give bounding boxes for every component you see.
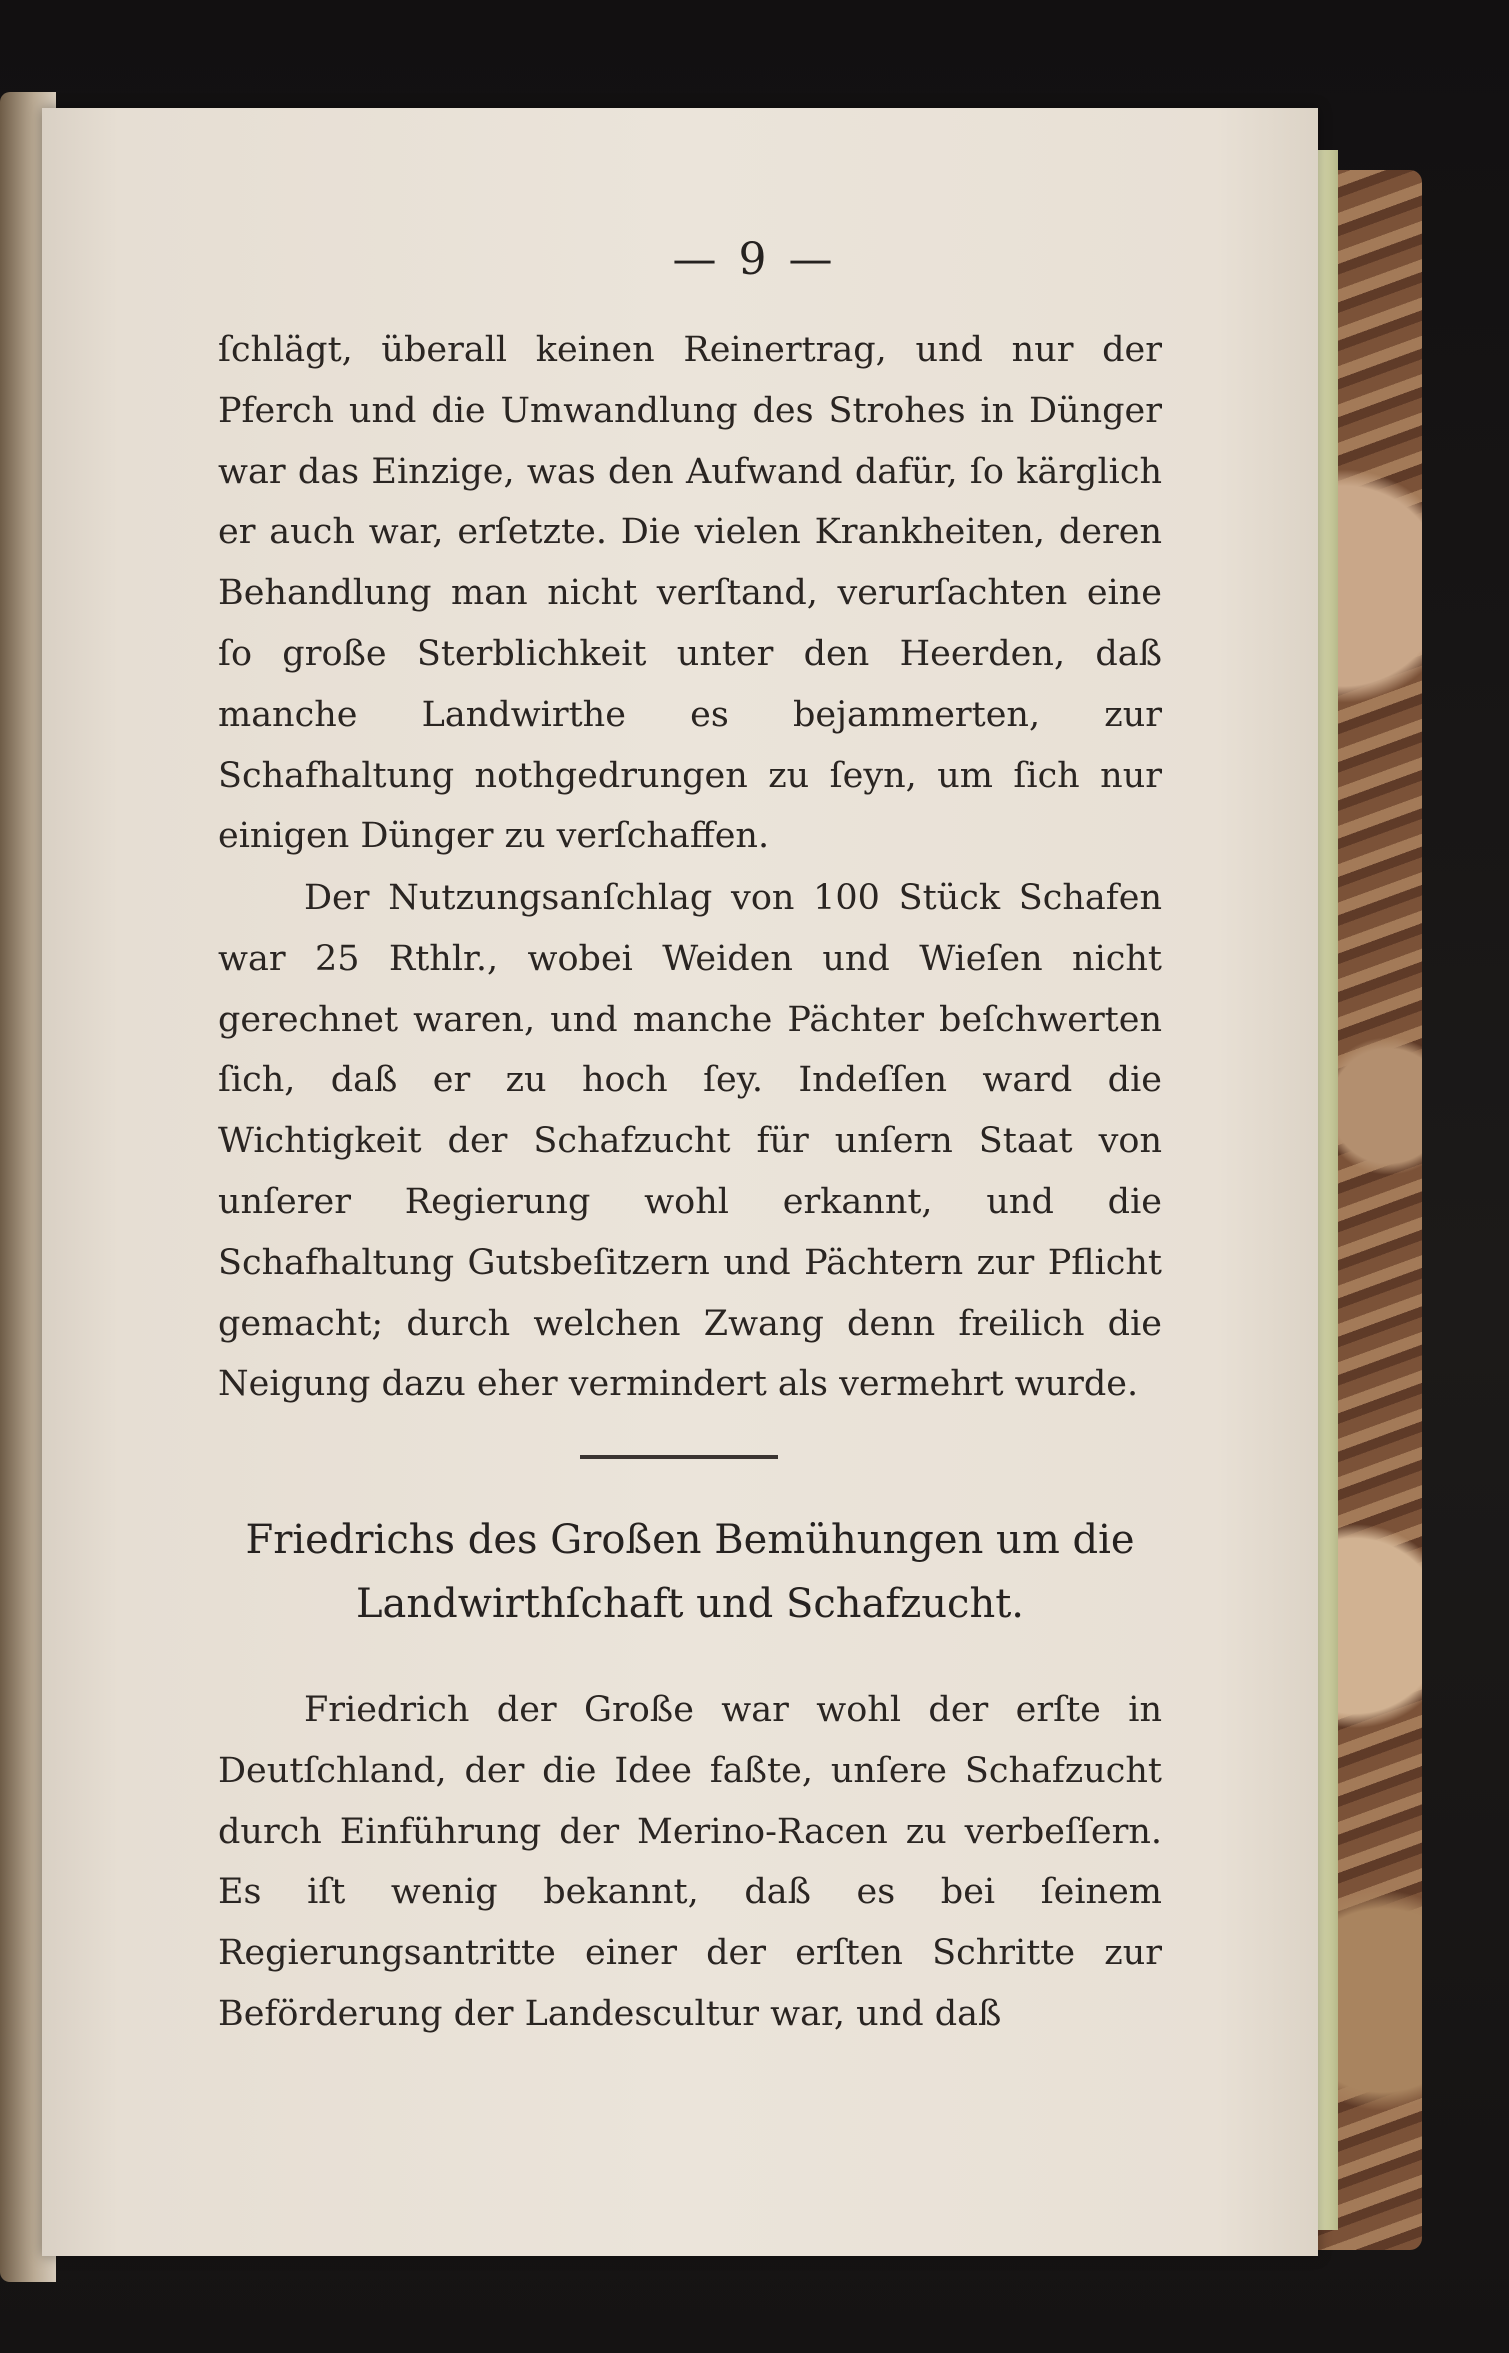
paragraph-text: Friedrich der Große war wohl der erſte in Deutſchland, der die Idee faßte, unſere Schafzucht durch Einführung der Merino-Racen zu verbeſſern. Es iſt wenig bekannt, daß es bei ſeinem Regierungsantritte einer der erſten Schritte zur Beförderung der Landescultur war, und daß	[218, 1690, 1162, 2034]
section-heading: Friedrichs des Großen Bemühungen um die Landwirthſchaft und Schafzucht.	[245, 1517, 1135, 1627]
paragraph-text: ſchlägt, überall keinen Reinertrag, und nur der Pferch und die Umwandlung des Strohes in Dünger war das Einzige, was den Aufwand dafür, ſo kärglich er auch war, erſetzte. Die vielen Krankheiten, deren Behandlung man nicht verſtand, verurſachten eine ſo große Sterblichkeit unter den Heerden, daß manche Landwirthe es bejammerten, zur Schafhaltung nothgedrungen zu ſeyn, um ſich nur einigen Dünger zu verſchaffen.	[218, 330, 1162, 857]
paragraph-second	[218, 868, 1162, 1415]
section-divider	[580, 1455, 778, 1459]
paragraph-continuation	[218, 320, 1162, 867]
paragraph-third	[218, 1680, 1162, 2045]
page-number: — 9 —	[672, 234, 837, 285]
paragraph-text: Der Nutzungsanſchlag von 100 Stück Schafen war 25 Rthlr., wobei Weiden und Wieſen nicht gerechnet waren, und manche Pächter beſchwerten ſich, daß er zu hoch ſey. Indeſſen ward die Wichtigkeit der Schafzucht für unſern Staat von unſerer Regierung wohl erkannt, und die Schafhaltung Gutsbeſitzern und Pächtern zur Pflicht gemacht; durch welchen Zwang denn freilich die Neigung dazu eher vermindert als vermehrt wurde.	[218, 878, 1162, 1405]
